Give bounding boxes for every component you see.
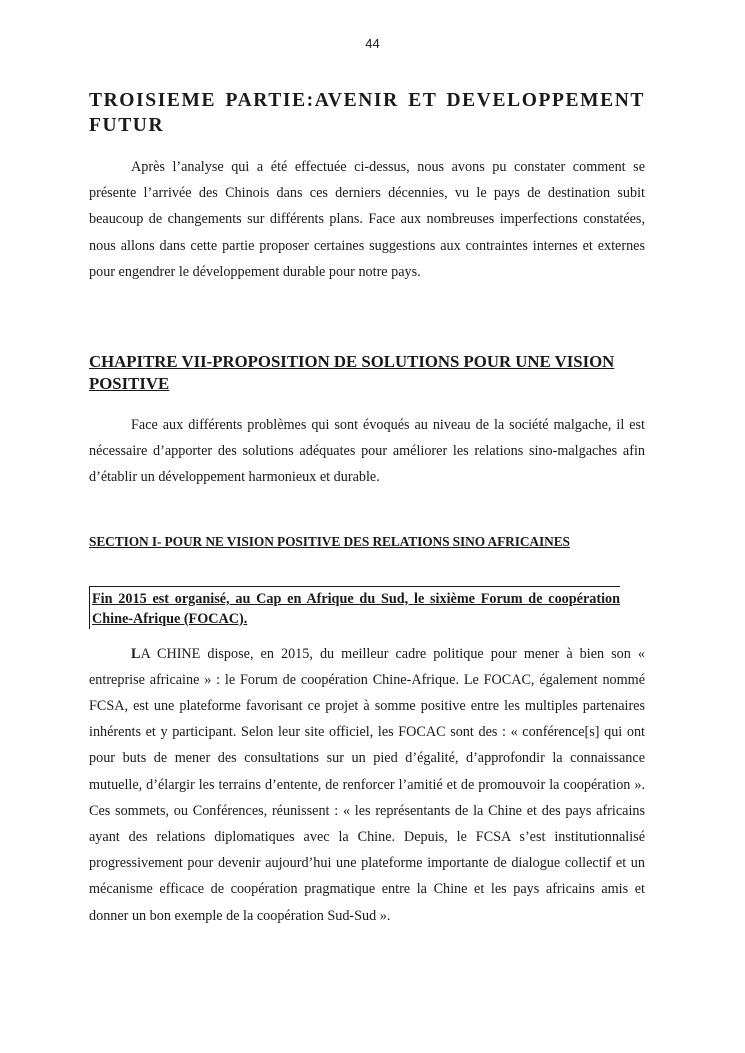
section-title: SECTION I- POUR NE VISION POSITIVE DES RELATIONS SINO AFRICAINES	[89, 533, 570, 549]
document-body	[89, 88, 645, 929]
body-paragraph	[89, 641, 645, 929]
subsection-title: Fin 2015 est organisé, au Cap en Afrique du Sud, le sixième Forum de coopération Chine-Afrique (FOCAC).	[92, 590, 620, 627]
subsection-box	[89, 586, 620, 629]
body-paragraph-text: A CHINE dispose, en 2015, du meilleur cadre politique pour mener à bien son « entreprise africaine » : le Forum de coopération Chine-Afrique. Le FOCAC, également nommé FCSA, est une plateforme favorisant ce projet à somme positive entre les multiples partenaires inhérents et y participant. Selon leur site officiel, les FOCAC sont des : « conférence[s] qui ont pour buts de mener des consultations sur un pied d’égalité, d’approfondir la connaissance mutuelle, d’élargir les terrains d’entente, de renforcer l’amitié et de promouvoir la coopération ». Ces sommets, ou Conférences, réunissent : « les représentants de la Chine et des pays africains ayant des relations diplomatiques avec la Chine. Depuis, le FCSA s’est institutionnalisé progressivement pour devenir aujourd’hui une plateforme importante de dialogue collectif et un mécanisme efficace de coopération pragmatique entre la Chine et les pays africains amis et donner un bon exemple de la coopération Sud-Sud ».	[89, 645, 645, 924]
drop-letter: L	[131, 645, 141, 662]
chapter-paragraph: Face aux différents problèmes qui sont évoqués au niveau de la société malgache, il est nécessaire d’apporter des solutions adéquates pour améliorer les relations sino-malgaches afin d’établir un développement harmonieux et durable.	[89, 417, 645, 486]
intro-paragraph: Après l’analyse qui a été effectuée ci-dessus, nous avons pu constater comment se présente l’arrivée des Chinois dans ces derniers décennies, vu le pays de destination subit beaucoup de changements sur différents plans. Face aux nombreuses imperfections constatées, nous allons dans cette partie proposer certaines suggestions aux contraintes internes et externes pour engendrer le développement durable pour notre pays.	[89, 159, 645, 280]
part-title: TROISIEME PARTIE:AVENIR ET DEVELOPPEMENT FUTUR	[89, 90, 645, 136]
chapter-title: CHAPITRE VII-PROPOSITION DE SOLUTIONS POUR UNE VISION POSITIVE	[89, 352, 615, 394]
page-number: 44	[365, 36, 380, 51]
